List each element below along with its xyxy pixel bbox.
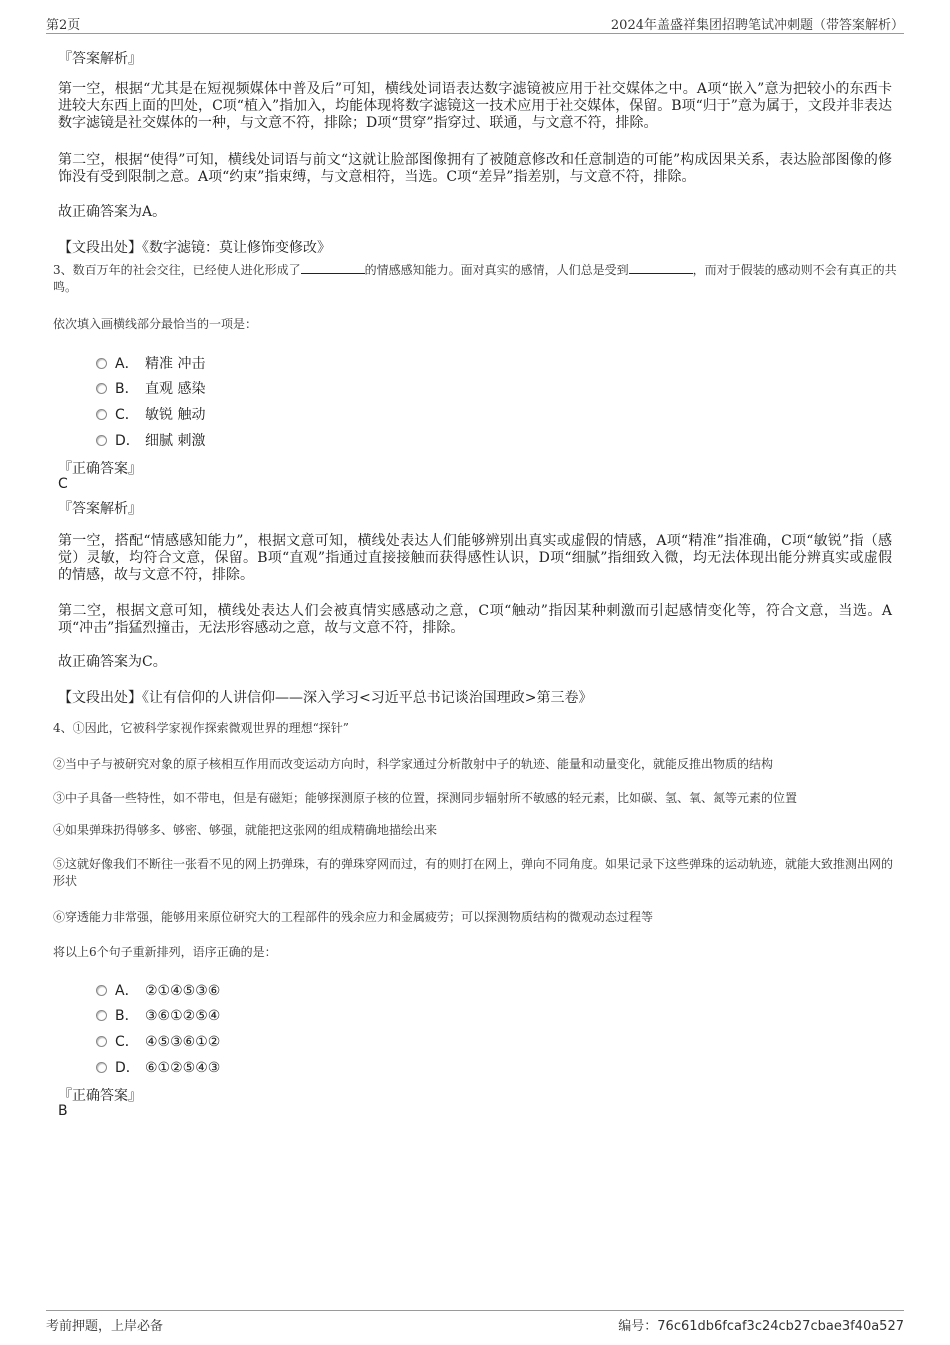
analysis-tag: 『答案解析』 <box>58 51 142 67</box>
answer-conclusion: 故正确答案为C。 <box>58 654 167 670</box>
analysis-paragraph: 第一空，搭配“情感感知能力”，根据文意可知，横线处表达人们能够辨别出真实或虚假的情感，A项“精准”指准确，C项“敏锐”指（感觉）灵敏，均符合文意，保留。B项“直观”指通过直接接触而获得感性认识，D项“细腻”指细致入微，均无法体现出能分辨真实或虚假的情感，故与文意不符，排除。 <box>58 533 892 583</box>
question-prompt: 将以上6个句子重新排列，语序正确的是： <box>53 945 277 959</box>
correct-answer: C <box>58 476 68 492</box>
option-b[interactable]: B． 直观 感染 <box>96 378 205 396</box>
question-stem: 3、数百万年的社会交往，已经使人进化形成了 的情感感知能力。面对真实的感情，人们总是受到 ，而对于假装的感动则不会有真正的共鸣。 <box>53 263 897 294</box>
radio-icon[interactable] <box>96 358 107 369</box>
sentence-3: ③中子具备一些特性，如不带电，但是有磁矩；能够探测原子核的位置，探测同步辐射所不敏感的轻元素，比如碳、氢、氧、氮等元素的位置 <box>53 791 798 805</box>
source-citation: 【文段出处】《让有信仰的人讲信仰——深入学习<习近平总书记谈治国理政>第三卷》 <box>58 690 593 706</box>
analysis-tag: 『答案解析』 <box>58 501 142 517</box>
sentence-5: ⑤这就好像我们不断往一张看不见的网上扔弹珠，有的弹珠穿网而过，有的则打在网上，弹向不同角度。如果记录下这些弹珠的运动轨迹，就能大致推测出网的形状 <box>53 857 894 888</box>
fill-blank <box>629 262 693 274</box>
analysis-paragraph: 第一空，根据“尤其是在短视频媒体中普及后”可知，横线处词语表达数字滤镜被应用于社交媒体之中。A项“嵌入”意为把较小的东西卡进较大东西上面的凹处，C项“植入”指加入，均能体现将数字滤镜这一技术应用于社交媒体，保留。B项“归于”意为属于，文段并非表达数字滤镜是社交媒体的一种，与文意不符，排除；D项“贯穿”指穿过、联通，与文意不符，排除。 <box>58 81 892 131</box>
fill-blank <box>301 262 365 274</box>
sentence-2: ②当中子与被研究对象的原子核相互作用而改变运动方向时，科学家通过分析散射中子的轨迹、能量和动量变化，就能反推出物质的结构 <box>53 757 774 771</box>
radio-icon[interactable] <box>96 383 107 394</box>
analysis-paragraph: 第二空，根据文意可知，横线处表达人们会被真情实感感动之意，C项“触动”指因某种刺激而引起感情变化等，符合文意，当选。A项“冲击”指猛烈撞击，无法形容感动之意，故与文意不符，排除。 <box>58 603 892 636</box>
radio-icon[interactable] <box>96 435 107 446</box>
option-d[interactable]: D． ⑥①②⑤④③ <box>96 1057 220 1075</box>
radio-icon[interactable] <box>96 1010 107 1021</box>
answer-conclusion: 故正确答案为A。 <box>58 204 167 220</box>
option-c[interactable]: C． ④⑤③⑥①② <box>96 1031 220 1049</box>
document-title: 2024年盖盛祥集团招聘笔试冲刺题（带答案解析） <box>610 18 904 33</box>
option-a[interactable]: A． 精准 冲击 <box>96 353 205 371</box>
radio-icon[interactable] <box>96 1062 107 1073</box>
radio-icon[interactable] <box>96 1036 107 1047</box>
radio-icon[interactable] <box>96 985 107 996</box>
option-c[interactable]: C． 敏锐 触动 <box>96 404 205 422</box>
sentence-6: ⑥穿透能力非常强，能够用来原位研究大的工程部件的残余应力和金属疲劳；可以探测物质结构的微观动态过程等 <box>53 910 654 924</box>
document-code: 编号：76c61db6fcaf3c24cb27cbae3f40a527 <box>618 1319 904 1334</box>
option-b[interactable]: B． ③⑥①②⑤④ <box>96 1005 220 1023</box>
sentence-4: ④如果弹珠扔得够多、够密、够强，就能把这张网的组成精确地描绘出来 <box>53 823 438 837</box>
analysis-paragraph: 第二空，根据“使得”可知，横线处词语与前文“这就让脸部图像拥有了被随意修改和任意制造的可能”构成因果关系，表达脸部图像的修饰没有受到限制之意。A项“约束”指束缚，与文意相符，当选。C项“差异”指差别，与文意不符，排除。 <box>58 152 892 185</box>
correct-answer-tag: 『正确答案』 <box>58 461 142 477</box>
sentence-1: 4、①因此，它被科学家视作探索微观世界的理想“探针” <box>53 721 349 735</box>
radio-icon[interactable] <box>96 409 107 420</box>
page-number: 第2页 <box>46 18 81 33</box>
correct-answer-tag: 『正确答案』 <box>58 1088 142 1104</box>
question-prompt: 依次填入画横线部分最恰当的一项是： <box>53 317 258 331</box>
page-footer <box>46 1310 904 1334</box>
page-header <box>46 13 904 34</box>
source-citation: 【文段出处】《数字滤镜：莫让修饰变修改》 <box>58 240 331 256</box>
option-d[interactable]: D． 细腻 刺激 <box>96 430 205 448</box>
option-a[interactable]: A． ②①④⑤③⑥ <box>96 980 220 998</box>
footer-slogan: 考前押题，上岸必备 <box>46 1319 164 1334</box>
correct-answer: B <box>58 1103 68 1119</box>
